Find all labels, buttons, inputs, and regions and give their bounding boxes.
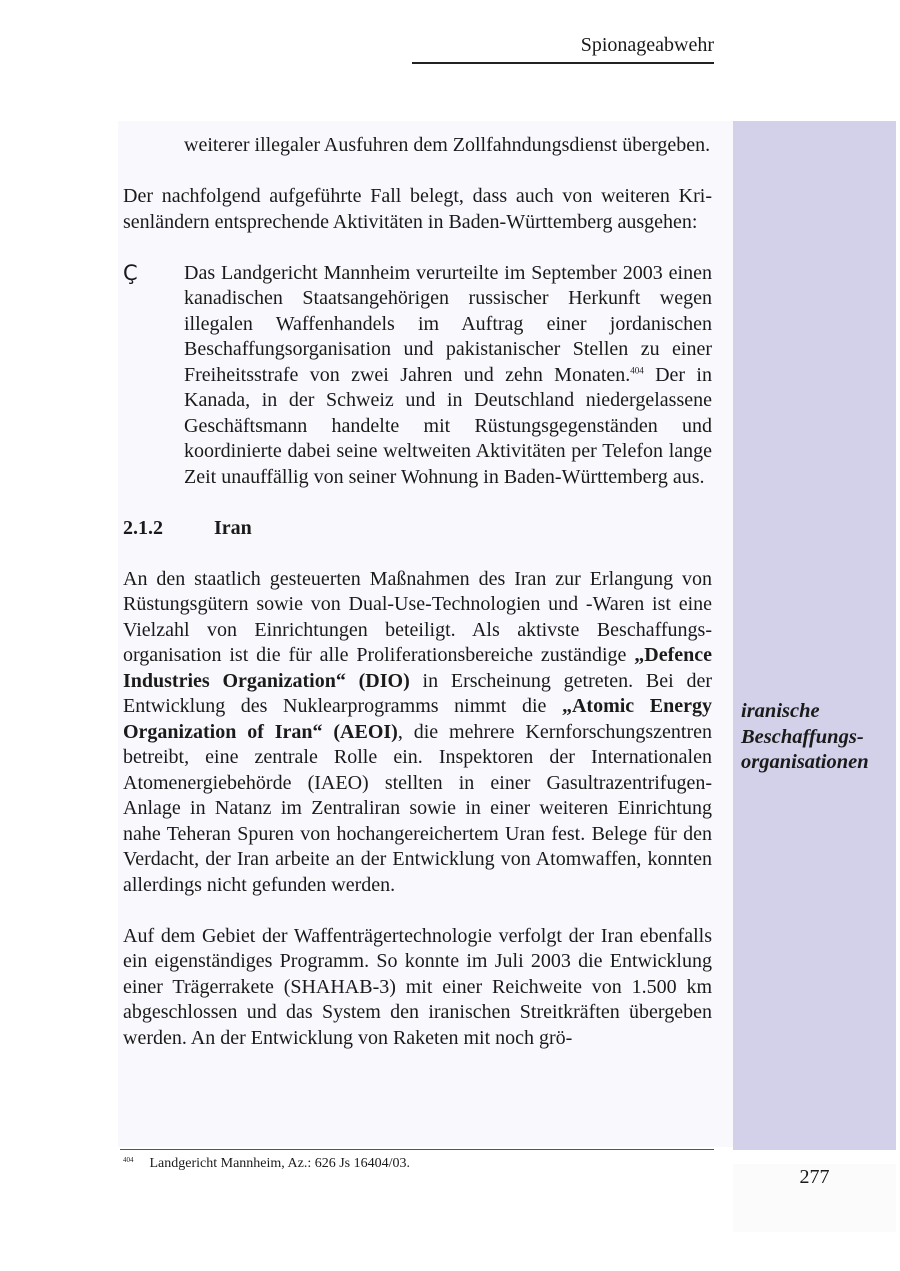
paragraph-continuation: weiterer illegaler Ausfuhren dem Zollfahndungsdienst übergeben. (184, 134, 711, 156)
paragraph-iran-c: in Erscheinung getreten. Bei der Entwicklung des Nuklearprogramms nimmt die (123, 669, 712, 717)
paragraph-iran-a: An den staatlich gesteuerten Maßnahmen des Iran zur Erlangung von Rüstungsgütern sowie von Dual-Use-Technologien und -Waren ist eine Vielzahl von Einrichtungen beteiligt. Als aktivste Beschaffungsorganisation ist die für alle Proliferationsbereiche zuständige (123, 567, 712, 666)
paragraph-missiles: Auf dem Gebiet der Waffenträgertechnologie verfolgt der Iran ebenfalls ein eigenständiges Programm. So konnte im Juli 2003 die Entwicklung einer Trägerrakete (SHAHAB-3) mit einer Reichweite von 1.500 km abgeschlossen und das System den iranischen Streitkräften übergeben werden. An der Entwicklung von Raketen mit noch grö- (123, 924, 712, 1049)
footnote-reference[interactable]: 404 (630, 364, 644, 375)
page-number: 277 (799, 1166, 830, 1188)
bullet-item (123, 261, 712, 491)
bullet-text (184, 261, 712, 491)
body-text (123, 133, 712, 1051)
aeoi-name: „Atomic Energy Organization of Iran“ (AEOI) (123, 695, 712, 743)
paragraph-iran-e: , die mehrere Kernforschungszentren betreibt, eine zentrale Rolle ein. Inspektoren der Internationalen Atomenergiebehörde (IAEO) stellten in einer Gasultrazentrifugen-Anlage in Natanz im Zentraliran sowie in einer weiteren Einrichtung nahe Teheran Spuren von hochangereichertem Uran fest. Belege für den Verdacht, der Iran arbeite an der Entwicklung von Atomwaffen, konnten allerdings nicht gefunden werden. (123, 720, 712, 896)
footnote-number: 404 (123, 1156, 134, 1164)
section-title: Iran (214, 516, 252, 539)
bullet-glyph: Ç (123, 260, 138, 285)
paragraph-iran (123, 567, 712, 899)
running-header: Spionageabwehr (412, 34, 714, 64)
bullet-text-part2: Der in Kanada, in der Schweiz und in Deutschland niedergelassene Geschäftsmann handelte mit Rüstungsgegenständen und koordinierte dabei seine weltweiten Aktivitäten per Telefon lange Zeit unauffällig von seiner Wohnung in Baden-Württemberg aus. (184, 363, 712, 488)
margin-sidebar (733, 121, 896, 1150)
margin-note: iranische Beschaffungsorganisationen (741, 700, 869, 773)
bullet-text-part1: Das Landgericht Mannheim verurteilte im September 2003 einen kanadischen Staatsangehörigen russischer Herkunft wegen illegalen Waffenhandels im Auftrag einer jordanischen Beschaffungsorganisation und pakistanischer Stellen zu einer Freiheitsstrafe von zwei Jahren und zehn Monaten. (184, 261, 712, 386)
footnote (123, 1156, 643, 1172)
dio-name: „Defence Industries Organization“ (DIO) (123, 644, 712, 692)
paragraph-intro: Der nachfolgend aufgeführte Fall belegt, dass auch von weiteren Krisenländern entsprechende Aktivitäten in Baden-Württemberg ausgehen: (123, 185, 712, 233)
footnote-text: Landgericht Mannheim, Az.: 626 Js 16404/03. (149, 1156, 411, 1171)
section-heading (123, 516, 712, 542)
footnote-divider (120, 1149, 714, 1150)
section-number: 2.1.2 (123, 516, 163, 539)
